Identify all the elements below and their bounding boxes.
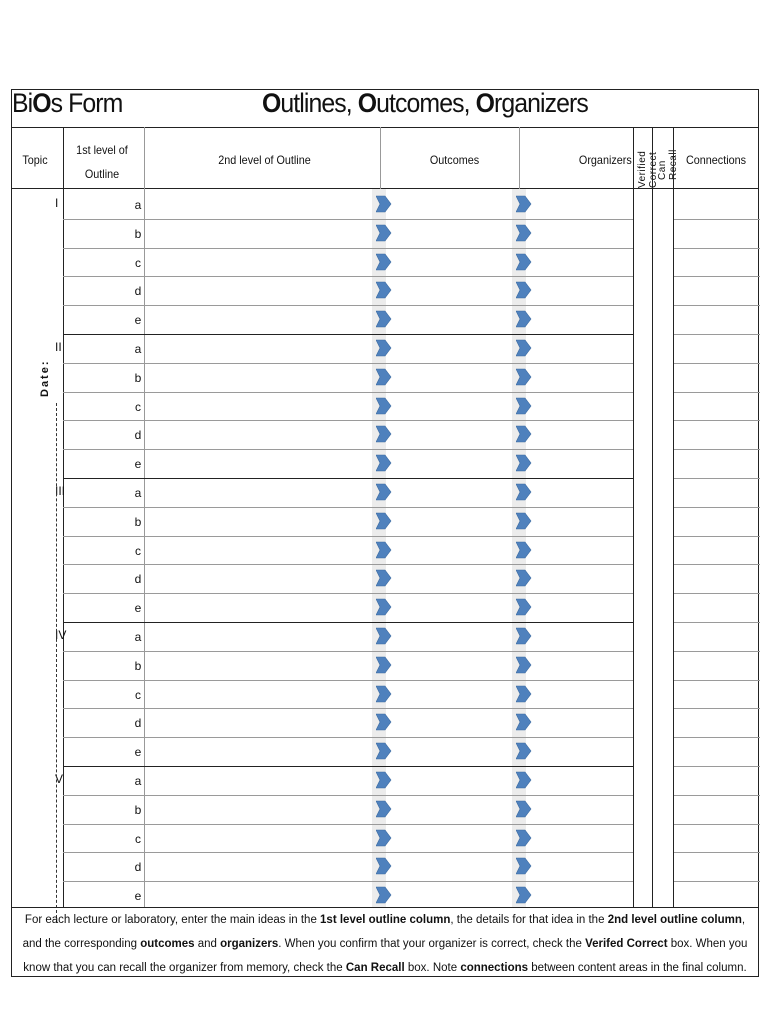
row-letter: d <box>134 428 142 443</box>
row-letter: b <box>134 370 142 385</box>
arrow-right-icon <box>376 569 392 587</box>
outcomes-cell[interactable] <box>387 622 512 651</box>
organizers-cell[interactable] <box>527 852 633 881</box>
connections-cell[interactable] <box>674 795 760 824</box>
arrow-right-icon <box>376 829 392 847</box>
first-level-cell[interactable] <box>64 478 144 507</box>
first-level-cell[interactable] <box>64 852 144 881</box>
outcomes-cell[interactable] <box>387 363 512 392</box>
first-level-cell[interactable] <box>64 219 144 248</box>
verified-checkbox[interactable] <box>653 190 673 219</box>
outcomes-cell[interactable] <box>387 248 512 277</box>
verified-checkbox[interactable] <box>653 852 673 881</box>
arrow-right-icon-2 <box>516 195 532 213</box>
outcomes-cell[interactable] <box>387 795 512 824</box>
first-level-cell[interactable] <box>64 305 144 334</box>
arrow-right-icon-2 <box>516 425 532 443</box>
arrow-right-icon-2 <box>516 598 532 616</box>
verified-checkbox[interactable] <box>653 708 673 737</box>
instructions: For each lecture or laboratory, enter the main ideas in the 1st level outline column, the details for that idea in the 2nd level outline column, and the corresponding outcomes and organizers. When you confirm that your organizer is correct, check the Verifed Correct box. When you know that you can recall the organizer from memory, check the Can Recall box. Note connections between content areas in the final column. <box>22 914 748 974</box>
outcomes-cell[interactable] <box>387 708 512 737</box>
arrow-right-icon-2 <box>516 857 532 875</box>
arrow-right-icon <box>376 598 392 616</box>
second-level-cell[interactable] <box>145 392 373 421</box>
arrow-right-icon <box>376 224 392 242</box>
bios-form <box>11 89 759 977</box>
arrow-right-icon <box>376 771 392 789</box>
verified-checkbox[interactable] <box>653 248 673 277</box>
arrow-right-icon <box>376 454 392 472</box>
verified-checkbox[interactable] <box>653 478 673 507</box>
header-organizers: Organizers <box>578 153 632 167</box>
first-level-cell[interactable] <box>64 248 144 277</box>
first-level-cell[interactable] <box>64 881 144 910</box>
organizers-cell[interactable] <box>527 219 633 248</box>
verified-checkbox[interactable] <box>653 766 673 795</box>
arrow-right-icon <box>376 886 392 904</box>
organizers-cell[interactable] <box>527 737 633 766</box>
arrow-right-icon-2 <box>516 397 532 415</box>
header-can-recall: Can Recall <box>657 149 679 180</box>
arrow-right-icon <box>376 541 392 559</box>
verified-cell[interactable] <box>634 536 652 565</box>
section-numeral: I <box>55 196 59 210</box>
connections-cell[interactable] <box>674 507 760 536</box>
row-letter: d <box>134 860 142 875</box>
arrow-right-icon <box>376 742 392 760</box>
connections-cell[interactable] <box>674 449 760 478</box>
verified-cell[interactable] <box>634 622 652 651</box>
organizers-cell[interactable] <box>527 564 633 593</box>
connections-cell[interactable] <box>674 305 760 334</box>
verified-cell[interactable] <box>634 680 652 709</box>
row-letter: c <box>135 255 141 270</box>
first-level-cell[interactable] <box>64 564 144 593</box>
arrow-right-icon <box>376 310 392 328</box>
verified-checkbox[interactable] <box>653 334 673 363</box>
row-letter: e <box>134 745 142 760</box>
connections-cell[interactable] <box>674 564 760 593</box>
section-numeral: II <box>55 340 62 354</box>
row-letter: b <box>134 226 142 241</box>
organizers-cell[interactable] <box>527 680 633 709</box>
second-level-cell[interactable] <box>145 795 373 824</box>
organizers-cell[interactable] <box>527 305 633 334</box>
organizers-cell[interactable] <box>527 593 633 622</box>
organizers-cell[interactable] <box>527 449 633 478</box>
arrow-right-icon-2 <box>516 685 532 703</box>
verified-checkbox[interactable] <box>653 680 673 709</box>
arrow-right-icon-2 <box>516 253 532 271</box>
outcomes-cell[interactable] <box>387 305 512 334</box>
row-letter: d <box>134 572 142 587</box>
verified-cell[interactable] <box>634 305 652 334</box>
organizers-cell[interactable] <box>527 420 633 449</box>
header-topic: Topic <box>22 153 48 167</box>
verified-cell[interactable] <box>634 334 652 363</box>
outcomes-cell[interactable] <box>387 564 512 593</box>
connections-cell[interactable] <box>674 190 760 219</box>
connections-cell[interactable] <box>674 881 760 910</box>
second-level-cell[interactable] <box>145 881 373 910</box>
header-second-level: 2nd level of Outline <box>218 153 311 167</box>
outcomes-cell[interactable] <box>387 478 512 507</box>
verified-cell[interactable] <box>634 708 652 737</box>
verified-checkbox[interactable] <box>653 737 673 766</box>
second-level-cell[interactable] <box>145 276 373 305</box>
verified-checkbox[interactable] <box>653 881 673 910</box>
col-line-second-level-top <box>380 127 381 189</box>
arrow-right-icon-2 <box>516 310 532 328</box>
verified-cell[interactable] <box>634 363 652 392</box>
arrow-right-icon-2 <box>516 800 532 818</box>
first-level-cell[interactable] <box>64 737 144 766</box>
verified-cell[interactable] <box>634 593 652 622</box>
second-level-cell[interactable] <box>145 219 373 248</box>
organizers-cell[interactable] <box>527 507 633 536</box>
outcomes-cell[interactable] <box>387 651 512 680</box>
second-level-cell[interactable] <box>145 564 373 593</box>
arrow-right-icon-2 <box>516 512 532 530</box>
first-level-cell[interactable] <box>64 190 144 219</box>
first-level-cell[interactable] <box>64 766 144 795</box>
verified-checkbox[interactable] <box>653 824 673 853</box>
second-level-cell[interactable] <box>145 334 373 363</box>
outcomes-cell[interactable] <box>387 824 512 853</box>
organizers-cell[interactable] <box>527 881 633 910</box>
first-level-cell[interactable] <box>64 276 144 305</box>
outcomes-cell[interactable] <box>387 766 512 795</box>
arrow-right-icon-2 <box>516 368 532 386</box>
first-level-cell[interactable] <box>64 795 144 824</box>
verified-checkbox[interactable] <box>653 449 673 478</box>
first-level-cell[interactable] <box>64 449 144 478</box>
verified-cell[interactable] <box>634 795 652 824</box>
second-level-cell[interactable] <box>145 420 373 449</box>
row-letter: c <box>135 543 141 558</box>
section-numeral: IV <box>55 628 67 642</box>
organizers-cell[interactable] <box>527 651 633 680</box>
verified-cell[interactable] <box>634 852 652 881</box>
arrow-right-icon <box>376 281 392 299</box>
row-letter: b <box>134 658 142 673</box>
row-letter: e <box>134 313 142 328</box>
connections-cell[interactable] <box>674 392 760 421</box>
verified-cell[interactable] <box>634 737 652 766</box>
second-level-cell[interactable] <box>145 305 373 334</box>
outcomes-cell[interactable] <box>387 536 512 565</box>
arrow-right-icon-2 <box>516 541 532 559</box>
section-numeral: V <box>55 772 64 786</box>
organizers-cell[interactable] <box>527 824 633 853</box>
row-letter: b <box>134 514 142 529</box>
col-line-outcomes-top <box>519 127 520 189</box>
row-letter: e <box>134 889 142 904</box>
verified-cell[interactable] <box>634 564 652 593</box>
page-title: Outlines, Outcomes, Organizers <box>262 88 588 118</box>
verified-checkbox[interactable] <box>653 622 673 651</box>
organizers-cell[interactable] <box>527 276 633 305</box>
outcomes-cell[interactable] <box>387 852 512 881</box>
connections-cell[interactable] <box>674 708 760 737</box>
arrow-right-icon <box>376 857 392 875</box>
arrow-right-icon <box>376 483 392 501</box>
outcomes-cell[interactable] <box>387 219 512 248</box>
row-letter: c <box>135 687 141 702</box>
arrow-right-icon-2 <box>516 339 532 357</box>
arrow-right-icon-2 <box>516 454 532 472</box>
second-level-cell[interactable] <box>145 593 373 622</box>
connections-cell[interactable] <box>674 420 760 449</box>
arrow-right-icon <box>376 800 392 818</box>
date-line[interactable] <box>56 403 57 923</box>
row-letter: b <box>134 802 142 817</box>
connections-cell[interactable] <box>674 363 760 392</box>
verified-checkbox[interactable] <box>653 420 673 449</box>
verified-checkbox[interactable] <box>653 305 673 334</box>
connections-cell[interactable] <box>674 536 760 565</box>
organizers-cell[interactable] <box>527 766 633 795</box>
verified-checkbox[interactable] <box>653 795 673 824</box>
verified-cell[interactable] <box>634 420 652 449</box>
second-level-cell[interactable] <box>145 449 373 478</box>
arrow-right-icon-2 <box>516 627 532 645</box>
arrow-right-icon-2 <box>516 224 532 242</box>
second-level-cell[interactable] <box>145 651 373 680</box>
row-letter: a <box>134 774 142 788</box>
verified-cell[interactable] <box>634 824 652 853</box>
verified-cell[interactable] <box>634 276 652 305</box>
row-letter: a <box>134 630 142 644</box>
arrow-right-icon <box>376 713 392 731</box>
outcomes-cell[interactable] <box>387 507 512 536</box>
arrow-right-icon-2 <box>516 713 532 731</box>
row-letter: a <box>134 198 142 212</box>
outcomes-cell[interactable] <box>387 680 512 709</box>
verified-checkbox[interactable] <box>653 536 673 565</box>
connections-cell[interactable] <box>674 737 760 766</box>
second-level-cell[interactable] <box>145 680 373 709</box>
connections-cell[interactable] <box>674 248 760 277</box>
arrow-right-icon <box>376 368 392 386</box>
header-verified-correct: Verified Correct <box>637 150 659 188</box>
verified-checkbox[interactable] <box>653 219 673 248</box>
verified-checkbox[interactable] <box>653 651 673 680</box>
arrow-right-icon-2 <box>516 771 532 789</box>
outcomes-cell[interactable] <box>387 392 512 421</box>
first-level-cell[interactable] <box>64 420 144 449</box>
organizers-cell[interactable] <box>527 334 633 363</box>
connections-cell[interactable] <box>674 680 760 709</box>
first-level-cell[interactable] <box>64 622 144 651</box>
verified-checkbox[interactable] <box>653 363 673 392</box>
arrow-right-icon <box>376 512 392 530</box>
arrow-right-icon-2 <box>516 483 532 501</box>
first-level-cell[interactable] <box>64 824 144 853</box>
second-level-cell[interactable] <box>145 478 373 507</box>
date-label: Date: <box>39 359 51 397</box>
verified-cell[interactable] <box>634 507 652 536</box>
first-level-cell[interactable] <box>64 536 144 565</box>
organizers-cell[interactable] <box>527 622 633 651</box>
organizers-cell[interactable] <box>527 190 633 219</box>
verified-cell[interactable] <box>634 449 652 478</box>
verified-cell[interactable] <box>634 881 652 910</box>
header-outcomes: Outcomes <box>429 153 480 167</box>
first-level-cell[interactable] <box>64 593 144 622</box>
outcomes-cell[interactable] <box>387 334 512 363</box>
arrow-right-icon-2 <box>516 829 532 847</box>
verified-cell[interactable] <box>634 190 652 219</box>
organizers-cell[interactable] <box>527 392 633 421</box>
organizers-cell[interactable] <box>527 795 633 824</box>
organizers-cell[interactable] <box>527 536 633 565</box>
organizers-cell[interactable] <box>527 478 633 507</box>
outcomes-cell[interactable] <box>387 190 512 219</box>
verified-cell[interactable] <box>634 219 652 248</box>
second-level-cell[interactable] <box>145 766 373 795</box>
connections-cell[interactable] <box>674 276 760 305</box>
header-connections: Connections <box>685 153 747 167</box>
first-level-cell[interactable] <box>64 363 144 392</box>
connections-cell[interactable] <box>674 622 760 651</box>
connections-cell[interactable] <box>674 334 760 363</box>
outcomes-cell[interactable] <box>387 276 512 305</box>
row-letter: e <box>134 457 142 472</box>
row-letter: a <box>134 486 142 500</box>
verified-cell[interactable] <box>634 248 652 277</box>
second-level-cell[interactable] <box>145 507 373 536</box>
verified-cell[interactable] <box>634 766 652 795</box>
row-letter: c <box>135 399 141 414</box>
title-divider <box>12 127 758 128</box>
row-letter: d <box>134 284 142 299</box>
arrow-right-icon <box>376 425 392 443</box>
connections-cell[interactable] <box>674 219 760 248</box>
verified-checkbox[interactable] <box>653 276 673 305</box>
arrow-right-icon <box>376 253 392 271</box>
verified-checkbox[interactable] <box>653 564 673 593</box>
connections-cell[interactable] <box>674 852 760 881</box>
row-letter: c <box>135 831 141 846</box>
row-letter: e <box>134 601 142 616</box>
connections-cell[interactable] <box>674 593 760 622</box>
second-level-cell[interactable] <box>145 248 373 277</box>
first-level-cell[interactable] <box>64 680 144 709</box>
arrow-right-icon <box>376 627 392 645</box>
arrow-right-icon <box>376 195 392 213</box>
arrow-right-icon-2 <box>516 742 532 760</box>
second-level-cell[interactable] <box>145 852 373 881</box>
second-level-cell[interactable] <box>145 536 373 565</box>
arrow-right-icon-2 <box>516 281 532 299</box>
second-level-cell[interactable] <box>145 737 373 766</box>
verified-checkbox[interactable] <box>653 507 673 536</box>
section-numeral: III <box>55 484 66 498</box>
arrow-right-icon <box>376 397 392 415</box>
header-first-level: 1st level of Outline <box>76 143 128 181</box>
outcomes-cell[interactable] <box>387 881 512 910</box>
arrow-right-icon-2 <box>516 656 532 674</box>
outcomes-cell[interactable] <box>387 737 512 766</box>
arrow-right-icon <box>376 685 392 703</box>
first-level-cell[interactable] <box>64 651 144 680</box>
verified-cell[interactable] <box>634 651 652 680</box>
connections-cell[interactable] <box>674 478 760 507</box>
row-letter: a <box>134 342 142 356</box>
outcomes-cell[interactable] <box>387 420 512 449</box>
second-level-cell[interactable] <box>145 622 373 651</box>
connections-cell[interactable] <box>674 766 760 795</box>
second-level-cell[interactable] <box>145 824 373 853</box>
organizers-cell[interactable] <box>527 248 633 277</box>
verified-checkbox[interactable] <box>653 392 673 421</box>
organizers-cell[interactable] <box>527 363 633 392</box>
connections-cell[interactable] <box>674 824 760 853</box>
verified-cell[interactable] <box>634 392 652 421</box>
first-level-cell[interactable] <box>64 708 144 737</box>
form-title: BiOs Form <box>12 88 123 118</box>
first-level-cell[interactable] <box>64 334 144 363</box>
organizers-cell[interactable] <box>527 708 633 737</box>
arrow-right-icon-2 <box>516 569 532 587</box>
row-letter: d <box>134 716 142 731</box>
outcomes-cell[interactable] <box>387 593 512 622</box>
second-level-cell[interactable] <box>145 708 373 737</box>
verified-cell[interactable] <box>634 478 652 507</box>
outcomes-cell[interactable] <box>387 449 512 478</box>
arrow-right-icon <box>376 339 392 357</box>
first-level-cell[interactable] <box>64 507 144 536</box>
arrow-right-icon-2 <box>516 886 532 904</box>
arrow-right-icon <box>376 656 392 674</box>
verified-checkbox[interactable] <box>653 593 673 622</box>
first-level-cell[interactable] <box>64 392 144 421</box>
connections-cell[interactable] <box>674 651 760 680</box>
second-level-cell[interactable] <box>145 363 373 392</box>
second-level-cell[interactable] <box>145 190 373 219</box>
